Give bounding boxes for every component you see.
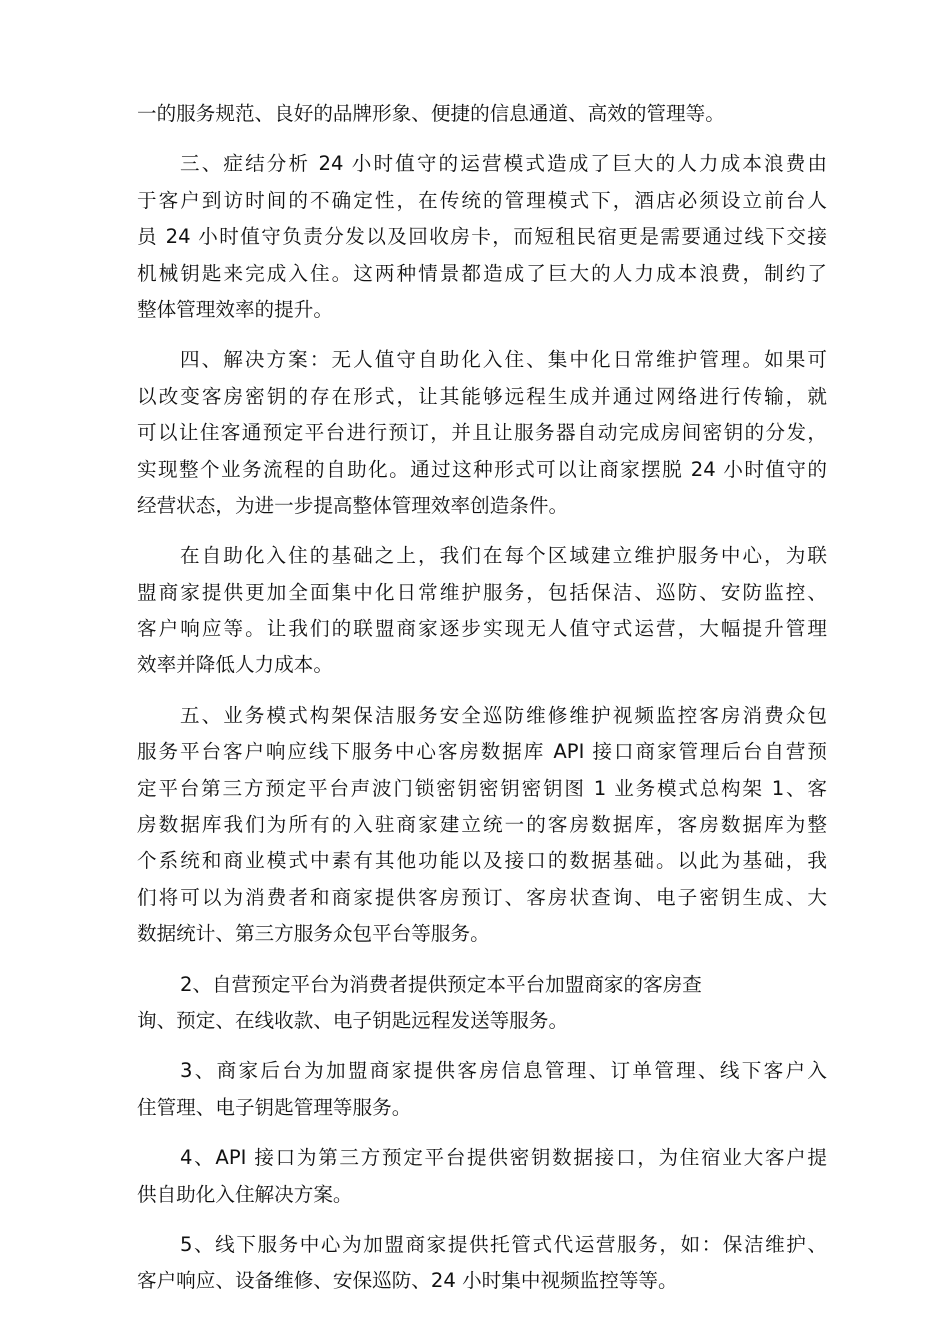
text-line: 3、商家后台为加盟商家提供客房信息管理、订单管理、线下客户入 — [180, 1059, 827, 1083]
text-line: 在自助化入住的基础之上，我们在每个区域建立维护服务中心，为联 — [180, 544, 827, 568]
text-line: 定平台第三方预定平台声波门锁密钥密钥密钥图 1 业务模式总构架 1、客 — [137, 776, 827, 800]
paragraph-business-model — [137, 698, 827, 953]
text-line: 一的服务规范、良好的品牌形象、便捷的信息通道、高效的管理等。 — [137, 102, 725, 125]
text-line: 以改变客房密钥的存在形式，让其能够远程生成并通过网络进行传输，就 — [137, 384, 827, 408]
text-line: 5、线下服务中心为加盟商家提供托管式代运营服务，如：保洁维护、 — [180, 1232, 827, 1256]
text-line: 盟商家提供更加全面集中化日常维护服务，包括保洁、巡防、安防监控、 — [137, 580, 827, 604]
text-line: 整体管理效率的提升。 — [137, 297, 333, 321]
text-line: 住管理、电子钥匙管理等服务。 — [137, 1095, 412, 1119]
text-line: 数据统计、第三方服务众包平台等服务。 — [137, 922, 490, 946]
text-line: 客户响应、设备维修、安保巡防、24 小时集中视频监控等等。 — [137, 1269, 678, 1293]
text-line: 四、解决方案：无人值守自助化入住、集中化日常维护管理。如果可 — [180, 348, 827, 372]
text-line: 五、业务模式构架保洁服务安全巡防维修维护视频监控客房消费众包 — [180, 703, 827, 727]
paragraph-api — [137, 1140, 827, 1213]
text-line: 服务平台客户响应线下服务中心客房数据库 API 接口商家管理后台自营预 — [137, 740, 827, 764]
text-line: 个系统和商业模式中素有其他功能以及接口的数据基础。以此为基础，我 — [137, 849, 827, 873]
paragraph-merchant-backend — [137, 1053, 827, 1126]
text-line: 三、症结分析 24 小时值守的运营模式造成了巨大的人力成本浪费由 — [180, 152, 827, 176]
paragraph-1 — [137, 96, 827, 132]
text-line: 可以让住客通预定平台进行预订，并且让服务器自动完成房间密钥的分发， — [137, 421, 827, 445]
text-line: 客户响应等。让我们的联盟商家逐步实现无人值守式运营，大幅提升管理 — [137, 617, 827, 641]
text-line: 4、API 接口为第三方预定平台提供密钥数据接口，为住宿业大客户提 — [180, 1146, 827, 1170]
text-line: 实现整个业务流程的自助化。通过这种形式可以让商家摆脱 24 小时值守的 — [137, 457, 827, 481]
text-line: 2、自营预定平台为消费者提供预定本平台加盟商家的客房查 — [180, 972, 702, 996]
text-line: 供自助化入住解决方案。 — [137, 1182, 353, 1206]
paragraph-maintenance-center — [137, 538, 827, 684]
text-line: 员 24 小时值守负责分发以及回收房卡，而短租民宿更是需要通过线下交接 — [137, 225, 827, 249]
paragraph-booking-platform — [137, 967, 827, 1040]
text-line: 房数据库我们为所有的入驻商家建立统一的客房数据库，客房数据库为整 — [137, 813, 827, 837]
text-line: 询、预定、在线收款、电子钥匙远程发送等服务。 — [137, 1008, 569, 1032]
paragraph-solution — [137, 342, 827, 524]
text-line: 机械钥匙来完成入住。这两种情景都造成了巨大的人力成本浪费，制约了 — [137, 261, 827, 285]
text-line: 效率并降低人力成本。 — [137, 653, 333, 677]
document-page — [137, 96, 827, 1314]
text-line: 于客户到访时间的不确定性，在传统的管理模式下，酒店必须设立前台人 — [137, 188, 827, 212]
paragraph-symptom-analysis — [137, 146, 827, 328]
text-line: 们将可以为消费者和商家提供客房预订、客房状查询、电子密钥生成、大 — [137, 885, 827, 909]
text-line: 经营状态，为进一步提高整体管理效率创造条件。 — [137, 493, 569, 517]
paragraph-offline-service — [137, 1227, 827, 1300]
